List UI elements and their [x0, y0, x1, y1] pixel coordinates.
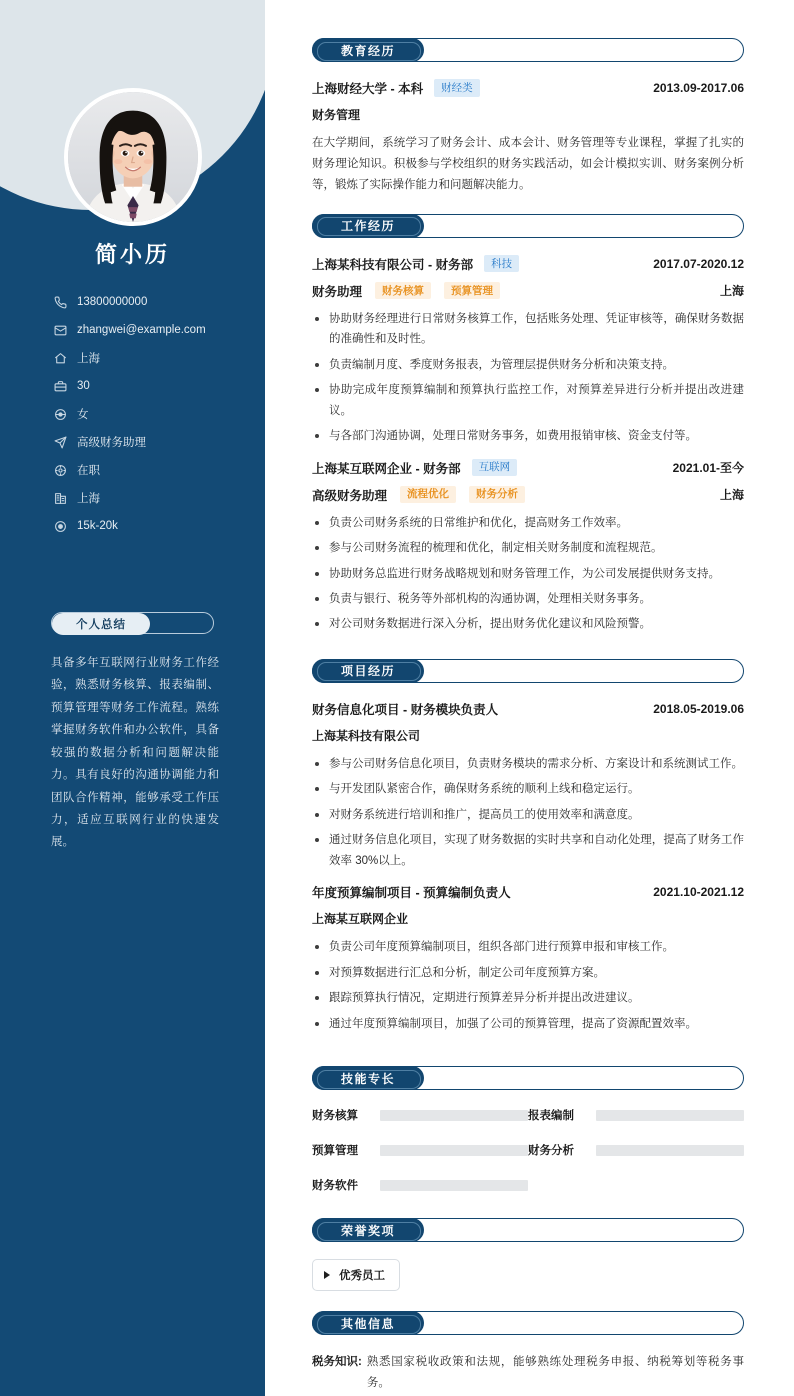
list-item: 跟踪预算执行情况，定期进行预算差异分析并提出改进建议。: [312, 988, 744, 1008]
skill-tag: 预算管理: [444, 282, 500, 299]
skill-progress-track: [380, 1110, 528, 1121]
project-name: 财务信息化项目 - 财务模块负责人: [312, 702, 499, 717]
contact-value: 上海: [77, 353, 100, 365]
home-icon: [52, 350, 68, 366]
skill-item: [312, 1142, 528, 1158]
section-honors: [312, 1218, 744, 1291]
date-range: 2018.05-2019.06: [653, 701, 744, 716]
other-info-key: 税务知识:: [312, 1356, 362, 1369]
skill-item: [312, 1107, 528, 1123]
contact-value: 13800000000: [77, 296, 148, 308]
envelope-icon: [52, 322, 68, 338]
section-title: 教育经历: [340, 43, 395, 58]
paper-plane-icon: [52, 434, 68, 450]
skill-tag: 财务分析: [469, 486, 525, 503]
section-other: [312, 1311, 744, 1394]
project-company: 上海某科技有限公司: [312, 728, 421, 743]
section-header-honors: [312, 1218, 744, 1242]
main-content: [265, 0, 794, 1396]
list-item: 参与公司财务流程的梳理和优化，制定相关财务制度和流程规范。: [312, 538, 744, 558]
play-arrow-icon: [324, 1271, 330, 1279]
list-item: 与开发团队紧密合作，确保财务系统的顺利上线和稳定运行。: [312, 779, 744, 799]
list-item: 与各部门沟通协调，处理日常财务事务，如费用报销审核、资金支付等。: [312, 426, 744, 446]
major-name: 财务管理: [312, 108, 361, 122]
sidebar: [0, 0, 265, 1396]
responsibility-list: [312, 309, 744, 447]
responsibility-list: [312, 513, 744, 635]
other-info-value: 熟悉国家税收政策和法规，能够熟练处理税务申报、纳税筹划等税务事务。: [366, 1356, 744, 1390]
honor-chip: [312, 1259, 400, 1291]
entry-header: [312, 459, 744, 477]
list-item: 对预算数据进行汇总和分析，制定公司年度预算方案。: [312, 963, 744, 983]
honor-label: 优秀员工: [339, 1270, 385, 1283]
industry-tag: 科技: [484, 255, 519, 272]
list-item: 协助完成年度预算编制和预算执行监控工作，对预算差异进行分析并提出改进建议。: [312, 380, 744, 421]
entry-subheader: [312, 282, 744, 300]
section-education: [312, 38, 744, 196]
project-detail-list: [312, 937, 744, 1034]
contact-item-city: [0, 484, 265, 512]
sidebar-section-header-summary: [51, 612, 214, 634]
contact-value: zhangwei@example.com: [77, 324, 206, 336]
candidate-name: 简小历: [94, 242, 170, 267]
skill-tag: 财务核算: [375, 282, 431, 299]
skill-item: [528, 1142, 744, 1158]
category-tag: 财经类: [434, 79, 480, 96]
honor-list: [312, 1259, 744, 1291]
section-skills: [312, 1066, 744, 1212]
entry-header: [312, 700, 744, 718]
project-entry: [312, 700, 744, 871]
industry-tag: 互联网: [472, 459, 518, 476]
contact-item-status: [0, 456, 265, 484]
sidebar-section-title: 个人总结: [52, 613, 150, 635]
section-header-skills: [312, 1066, 744, 1090]
section-title: 其他信息: [340, 1316, 395, 1331]
job-role: 高级财务助理: [312, 488, 388, 503]
skill-tag: 流程优化: [400, 486, 456, 503]
skill-label: 财务核算: [312, 1110, 358, 1123]
company-name: 上海某科技有限公司 - 财务部: [312, 257, 474, 272]
skill-item: [528, 1107, 744, 1123]
other-info-row: [312, 1352, 744, 1394]
list-item: 协助财务总监进行财务战略规划和财务管理工作，为公司发展提供财务支持。: [312, 564, 744, 584]
contact-value: 高级财务助理: [77, 437, 146, 449]
skill-progress-track: [596, 1145, 744, 1156]
school-name: 上海财经大学 - 本科: [312, 82, 424, 96]
skill-item: [312, 1177, 528, 1193]
entry-header: [312, 79, 744, 97]
education-description: 在大学期间，系统学习了财务会计、成本会计、财务管理等专业课程，掌握了扎实的财务理论知识。积极参与学校组织的财务实践活动，如会计模拟实训、财务案例分析等，锻炼了实际操作能力和问题解决能力。: [312, 137, 744, 191]
list-item: 负责公司财务系统的日常维护和优化，提高财务工作效率。: [312, 513, 744, 533]
entry-subheader: [312, 486, 744, 504]
contact-value: 上海: [77, 493, 100, 505]
company-name: 上海某互联网企业 - 财务部: [312, 461, 461, 476]
skill-label: 财务软件: [312, 1180, 358, 1193]
section-title: 技能专长: [340, 1071, 395, 1086]
list-item: 通过财务信息化项目，实现了财务数据的实时共享和自动化处理，提高了财务工作效率 30%以上。: [312, 830, 744, 871]
list-item: 参与公司财务信息化项目，负责财务模块的需求分析、方案设计和系统测试工作。: [312, 754, 744, 774]
personal-summary-text: 具备多年互联网行业财务工作经验，熟悉财务核算、报表编制、预算管理等财务工作流程。熟练掌握财务软件和办公软件，具备较强的数据分析和问题解决能力。具有良好的沟通协调能力和团队合作精神，能够承受工作压力，适应互联网行业的快速发展。: [51, 657, 219, 849]
section-header-project: [312, 659, 744, 683]
salary-icon: [52, 518, 68, 534]
job-role: 财务助理: [312, 284, 363, 299]
contact-item-hometown: [0, 344, 265, 372]
section-title: 项目经历: [340, 664, 395, 679]
date-range: 2021.10-2021.12: [653, 885, 744, 900]
list-item: 负责公司年度预算编制项目，组织各部门进行预算申报和审核工作。: [312, 937, 744, 957]
work-entry: [312, 459, 744, 635]
list-item: 协助财务经理进行日常财务核算工作，包括账务处理、凭证审核等，确保财务数据的准确性和及时性。: [312, 309, 744, 350]
list-item: 对公司财务数据进行深入分析，提出财务优化建议和风险预警。: [312, 614, 744, 634]
section-project: [312, 659, 744, 1034]
work-entry: [312, 255, 744, 447]
briefcase-icon: [52, 378, 68, 394]
skill-label: 财务分析: [528, 1145, 574, 1158]
skill-progress-track: [596, 1110, 744, 1121]
contact-value: 女: [77, 409, 89, 421]
contact-item-salary: [0, 512, 265, 540]
project-company: 上海某互联网企业: [312, 912, 409, 927]
date-range: 2013.09-2017.06: [653, 81, 744, 95]
job-location: 上海: [719, 488, 744, 503]
section-title: 工作经历: [340, 219, 395, 234]
job-location: 上海: [719, 284, 744, 299]
entry-header: [312, 883, 744, 901]
avatar-photo: [68, 92, 198, 222]
project-detail-list: [312, 754, 744, 871]
contact-item-position: [0, 428, 265, 456]
project-name: 年度预算编制项目 - 预算编制负责人: [312, 886, 511, 901]
contact-list: [0, 288, 265, 540]
project-entry: [312, 883, 744, 1034]
list-item: 通过年度预算编制项目，加强了公司的预算管理，提高了资源配置效率。: [312, 1014, 744, 1034]
education-entry: [312, 79, 744, 196]
contact-value: 15k-20k: [77, 520, 118, 532]
contact-item-email: [0, 316, 265, 344]
skill-label: 报表编制: [528, 1110, 574, 1123]
section-header-work: [312, 214, 744, 238]
section-title: 荣誉奖项: [340, 1223, 395, 1238]
list-item: 负责与银行、税务等外部机构的沟通协调，处理相关财务事务。: [312, 589, 744, 609]
date-range: 2017.07-2020.12: [653, 256, 744, 271]
skill-progress-track: [380, 1145, 528, 1156]
skill-progress-track: [380, 1180, 528, 1191]
contact-value: 在职: [77, 465, 100, 477]
section-header-other: [312, 1311, 744, 1335]
contact-item-gender: [0, 400, 265, 428]
gender-icon: [52, 406, 68, 422]
skill-label: 预算管理: [312, 1145, 358, 1158]
contact-item-age: [0, 372, 265, 400]
list-item: 负责编制月度、季度财务报表，为管理层提供财务分析和决策支持。: [312, 355, 744, 375]
contact-item-phone: [0, 288, 265, 316]
section-work: [312, 214, 744, 635]
contact-value: 30: [77, 380, 90, 392]
date-range: 2021.01-至今: [672, 461, 744, 476]
list-item: 对财务系统进行培训和推广，提高员工的使用效率和满意度。: [312, 805, 744, 825]
phone-icon: [52, 294, 68, 310]
avatar: [64, 88, 202, 226]
section-header-education: [312, 38, 744, 62]
status-icon: [52, 462, 68, 478]
building-icon: [52, 490, 68, 506]
entry-header: [312, 255, 744, 273]
skills-grid: [312, 1107, 744, 1212]
